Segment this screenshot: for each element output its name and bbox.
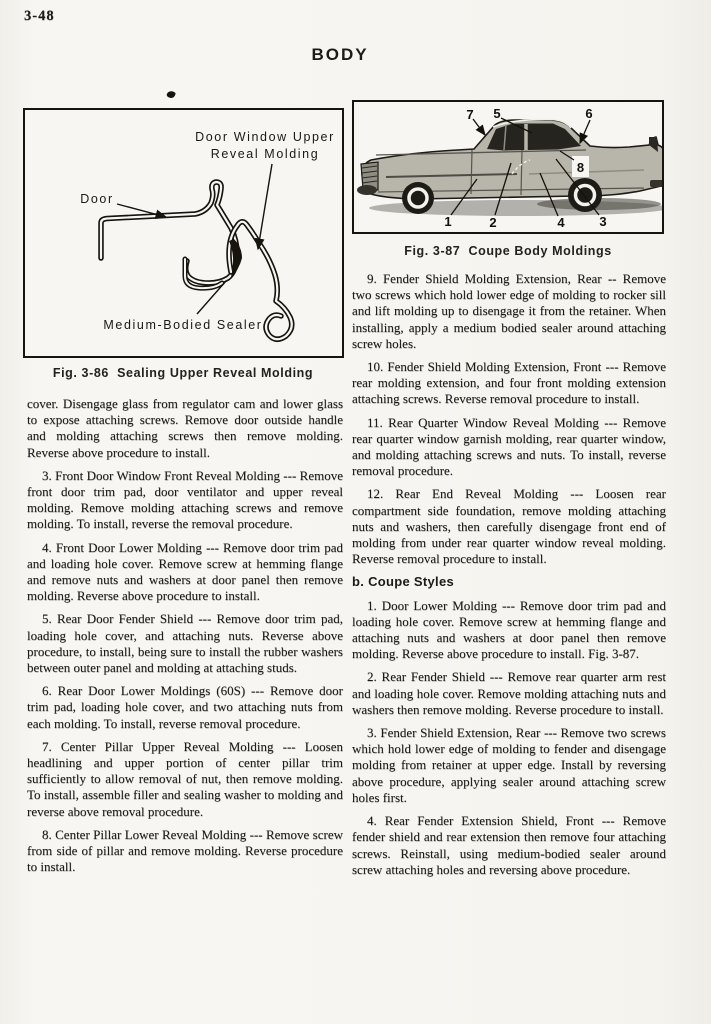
list-item-3: 3. Front Door Window Front Reveal Molding --- Remove front door trim pad, door ventilator and upper reveal molding. Remove molding attaching screws and remove molding. To install, reverse the removal procedure.	[27, 467, 343, 532]
subheading-coupe-styles: b. Coupe Styles	[352, 574, 455, 590]
coupe-item-1: 1. Door Lower Molding --- Remove door trim pad and loading hole cover. Remove screw at hemming flange and attaching nuts and washers at door panel then remove molding. Reverse above procedure to install. Fig. 3-87.	[352, 597, 666, 662]
callout-7: 7	[466, 107, 474, 122]
left-column	[27, 396, 343, 882]
rear-bumper	[650, 180, 662, 187]
callout-8: 8	[576, 160, 585, 175]
list-item-10: 10. Fender Shield Molding Extension, Front --- Remove rear molding extension, and four front molding extension attaching screws. Reverse removal procedure to install.	[352, 359, 666, 407]
list-item-11: 11. Rear Quarter Window Reveal Molding --- Remove rear quarter window garnish molding, rear quarter window, and molding attaching screws and nuts. To install, reverse removal procedure.	[352, 414, 666, 479]
label-sealer: Medium-Bodied Sealer	[103, 318, 263, 332]
figure-3-86	[23, 108, 344, 358]
page-number: 3-48	[24, 8, 55, 24]
callout-1: 1	[444, 214, 452, 229]
figure-3-87-caption: Fig. 3-87 Coupe Body Moldings	[404, 244, 612, 258]
list-item-7: 7. Center Pillar Upper Reveal Molding --- Loosen headlining and upper portion of center pillar trim sufficiently to allow removal of nut, then remove molding. To install, assemble filler and sealing washer to molding and reverse above removal procedure.	[27, 738, 343, 819]
coupe-item-4: 4. Rear Fender Extension Shield, Front --- Remove fender shield and rear extension then remove four attaching screws. Reinstall, using medium-bodied sealer around screw attaching holes and reversing above procedure.	[352, 813, 666, 877]
coupe-moldings-diagram	[354, 102, 662, 232]
ink-smudge	[166, 90, 176, 100]
list-item-9: 9. Fender Shield Molding Extension, Rear -- Remove two screws which hold lower edge of molding to rocker sill and lift molding up to disengage it from the retainer. When installing, apply a medium bodied sealer around attaching screw holes.	[352, 271, 666, 351]
coupe-item-3: 3. Fender Shield Extension, Rear --- Remove two screws which hold lower edge of molding to fender and disengage molding from retainer at upper edge. Install by reversing above procedure, applying sealer around attaching screw holes first.	[352, 725, 666, 805]
upper-reveal-arrow	[258, 164, 272, 249]
figure-3-87	[352, 100, 664, 234]
list-item-5: 5. Rear Door Fender Shield --- Remove door trim pad, loading hole cover, and attaching nuts. Reverse above procedure, to install, being sure to install the rubber washers between outer panel and molding at attaching studs.	[27, 611, 343, 676]
paragraph-continuation: cover. Disengage glass from regulator cam and lower glass to expose attaching screws. Remove door outside handle and molding attaching screws then remove molding. Reverse above procedure to install.	[27, 396, 343, 460]
right-column	[352, 271, 666, 885]
label-upper-reveal-line1: Door Window Upper	[195, 130, 335, 144]
reveal-molding-diagram	[25, 110, 342, 356]
front-wheel	[402, 182, 434, 214]
list-item-8: 8. Center Pillar Lower Reveal Molding --- Remove screw from side of pillar and remove molding. Reverse procedure to install.	[27, 826, 343, 875]
page-title: BODY	[311, 45, 369, 64]
coupe-item-2: 2. Rear Fender Shield --- Remove rear quarter arm rest and loading hole cover. Remove molding attaching nuts and washers then remove molding. Reverse procedure to install.	[352, 669, 666, 717]
rear-wheel	[568, 178, 602, 212]
list-item-4: 4. Front Door Lower Molding --- Remove door trim pad and loading hole cover. Remove screw at hemming flange and remove nuts and washers at door panel then remove molding. Reverse above procedure to install.	[27, 539, 343, 604]
callout-6: 6	[585, 106, 593, 121]
label-upper-reveal-line2: Reveal Molding	[210, 147, 320, 161]
callout-3: 3	[599, 214, 607, 229]
list-item-12: 12. Rear End Reveal Molding --- Loosen rear compartment side foundation, remove molding attaching nuts and washers, then carefully disengage front end of molding from under rear quarter window reveal molding. Reverse removal procedure to install.	[352, 486, 666, 567]
callout-5: 5	[493, 106, 501, 121]
door-frame-outline	[101, 182, 237, 283]
front-bumper	[357, 185, 377, 195]
list-item-6: 6. Rear Door Lower Moldings (60S) --- Remove door trim pad, loading hole cover, and two attaching nuts from each molding. To install, reverse removal procedure.	[27, 683, 343, 731]
callout-2: 2	[489, 215, 497, 230]
figure-3-86-caption: Fig. 3-86 Sealing Upper Reveal Molding	[52, 366, 314, 380]
label-door: Door	[80, 192, 114, 206]
callout-4: 4	[557, 215, 565, 230]
door-frame-inner	[101, 182, 237, 283]
